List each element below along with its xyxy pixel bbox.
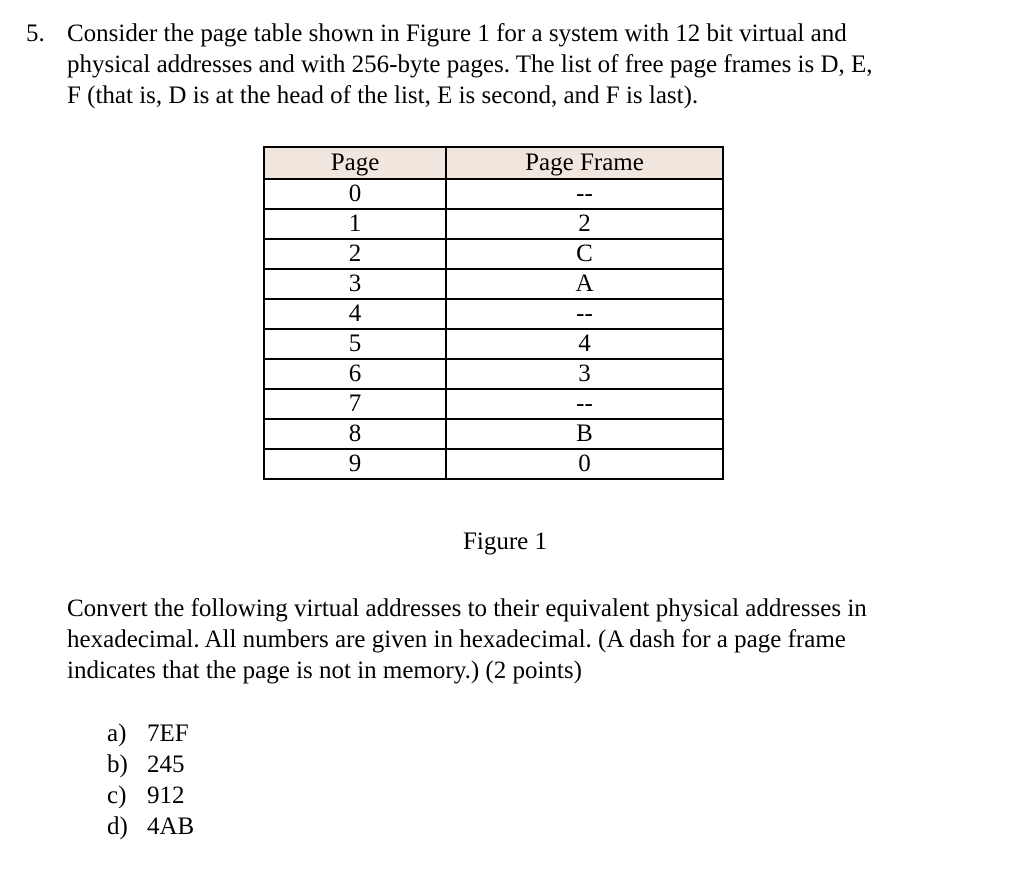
- frame-cell: A: [446, 269, 723, 299]
- instruction-line: hexadecimal. All numbers are given in hexadecimal. (A dash for a page frame: [67, 626, 846, 653]
- page-table: [263, 146, 724, 480]
- page-cell: 3: [264, 269, 446, 299]
- page-cell: 9: [264, 449, 446, 479]
- page-cell: 5: [264, 329, 446, 359]
- figure-caption: Figure 1: [462, 528, 548, 555]
- page-cell: 6: [264, 359, 446, 389]
- frame-cell: 0: [446, 449, 723, 479]
- table-row: [264, 419, 723, 449]
- item-label: c): [107, 782, 127, 809]
- question-line: physical addresses and with 256-byte pages. The list of free page frames is D, E,: [67, 51, 873, 78]
- frame-cell: C: [446, 239, 723, 269]
- list-item: [107, 811, 194, 842]
- frame-cell: --: [446, 179, 723, 209]
- question-number: 5.: [26, 20, 45, 47]
- item-value: 7EF: [147, 720, 189, 747]
- question-text: [67, 18, 967, 111]
- instruction-line: indicates that the page is not in memory.) (2 points): [67, 657, 582, 684]
- item-value: 4AB: [147, 813, 195, 840]
- instruction-line: Convert the following virtual addresses to their equivalent physical addresses in: [67, 595, 867, 622]
- frame-cell: 4: [446, 329, 723, 359]
- page-cell: 0: [264, 179, 446, 209]
- question-line: Consider the page table shown in Figure 1 for a system with 12 bit virtual and: [67, 20, 847, 47]
- table-header-row: [264, 147, 723, 179]
- frame-cell: 2: [446, 209, 723, 239]
- table-row: [264, 329, 723, 359]
- list-item: [107, 780, 194, 811]
- question-line: F (that is, D is at the head of the list, E is second, and F is last).: [67, 82, 699, 109]
- item-label: d): [107, 813, 128, 840]
- header-page-frame: Page Frame: [446, 147, 723, 179]
- frame-cell: --: [446, 299, 723, 329]
- list-item: [107, 718, 194, 749]
- page-cell: 7: [264, 389, 446, 419]
- header-page: Page: [264, 147, 446, 179]
- table-row: [264, 359, 723, 389]
- item-value: 245: [147, 751, 185, 778]
- table-row: [264, 239, 723, 269]
- instructions: [67, 593, 967, 686]
- table-row: [264, 209, 723, 239]
- frame-cell: --: [446, 389, 723, 419]
- table-row: [264, 269, 723, 299]
- table-row: [264, 389, 723, 419]
- frame-cell: B: [446, 419, 723, 449]
- address-list: [107, 718, 194, 842]
- page-cell: 4: [264, 299, 446, 329]
- item-label: b): [107, 751, 128, 778]
- frame-cell: 3: [446, 359, 723, 389]
- page-cell: 1: [264, 209, 446, 239]
- table-row: [264, 449, 723, 479]
- table-row: [264, 299, 723, 329]
- page-cell: 2: [264, 239, 446, 269]
- table-row: [264, 179, 723, 209]
- page-cell: 8: [264, 419, 446, 449]
- item-label: a): [107, 720, 127, 747]
- item-value: 912: [147, 782, 185, 809]
- list-item: [107, 749, 194, 780]
